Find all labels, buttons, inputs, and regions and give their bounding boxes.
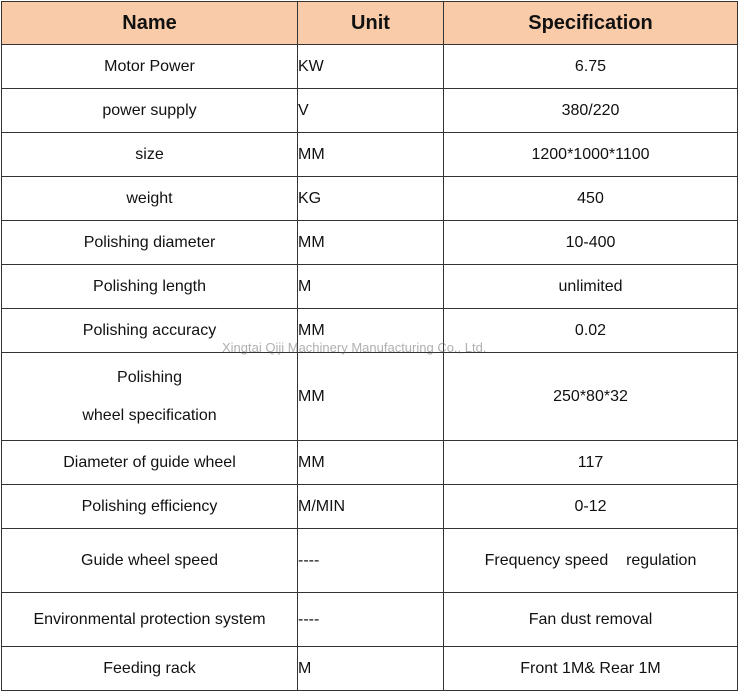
row-unit: KW [298, 45, 444, 89]
table-row [2, 45, 738, 89]
table-row [2, 647, 738, 691]
table-row [2, 221, 738, 265]
row-unit: M [298, 265, 444, 309]
row-spec: unlimited [444, 265, 738, 309]
header-unit: Unit [298, 2, 444, 45]
row-name: Polishing accuracy [2, 309, 298, 353]
header-specification: Specification [444, 2, 738, 45]
row-spec: Fan dust removal [444, 593, 738, 647]
row-name: size [2, 133, 298, 177]
specification-table [1, 1, 738, 691]
table-row [2, 529, 738, 593]
row-unit: MM [298, 221, 444, 265]
row-unit: MM [298, 441, 444, 485]
row-name: Diameter of guide wheel [2, 441, 298, 485]
row-spec: 10-400 [444, 221, 738, 265]
row-spec: 250*80*32 [444, 353, 738, 441]
row-name: Polishing efficiency [2, 485, 298, 529]
row-unit: MM [298, 309, 444, 353]
row-spec: 0-12 [444, 485, 738, 529]
header-row [2, 2, 738, 45]
row-name: Motor Power [2, 45, 298, 89]
table-row [2, 89, 738, 133]
row-name: Environmental protection system [2, 593, 298, 647]
row-unit: KG [298, 177, 444, 221]
watermark: Xingtai Qiji Machinery Manufacturing Co., Ltd. [222, 340, 487, 355]
row-name-line2: wheel specification [82, 406, 217, 424]
row-unit: M [298, 647, 444, 691]
row-name: weight [2, 177, 298, 221]
row-name: Polishing diameter [2, 221, 298, 265]
row-spec: Front 1M& Rear 1M [444, 647, 738, 691]
row-name: power supply [2, 89, 298, 133]
row-spec: 1200*1000*1100 [444, 133, 738, 177]
row-unit: V [298, 89, 444, 133]
table-row [2, 309, 738, 353]
row-spec: Frequency speed regulation [444, 529, 738, 593]
row-name-line1: Polishing [117, 368, 182, 386]
row-name [2, 353, 298, 441]
row-spec: 6.75 [444, 45, 738, 89]
header-name: Name [2, 2, 298, 45]
table-row [2, 485, 738, 529]
row-name: Polishing length [2, 265, 298, 309]
table-row [2, 133, 738, 177]
table-row [2, 353, 738, 441]
row-unit: MM [298, 353, 444, 441]
row-unit: MM [298, 133, 444, 177]
row-spec: 450 [444, 177, 738, 221]
table-row [2, 265, 738, 309]
row-name: Guide wheel speed [2, 529, 298, 593]
row-unit: ---- [298, 529, 444, 593]
row-spec: 117 [444, 441, 738, 485]
table-row [2, 177, 738, 221]
row-name: Feeding rack [2, 647, 298, 691]
row-unit: ---- [298, 593, 444, 647]
row-unit: M/MIN [298, 485, 444, 529]
table-row [2, 593, 738, 647]
row-spec: 380/220 [444, 89, 738, 133]
table-row [2, 441, 738, 485]
row-spec: 0.02 [444, 309, 738, 353]
